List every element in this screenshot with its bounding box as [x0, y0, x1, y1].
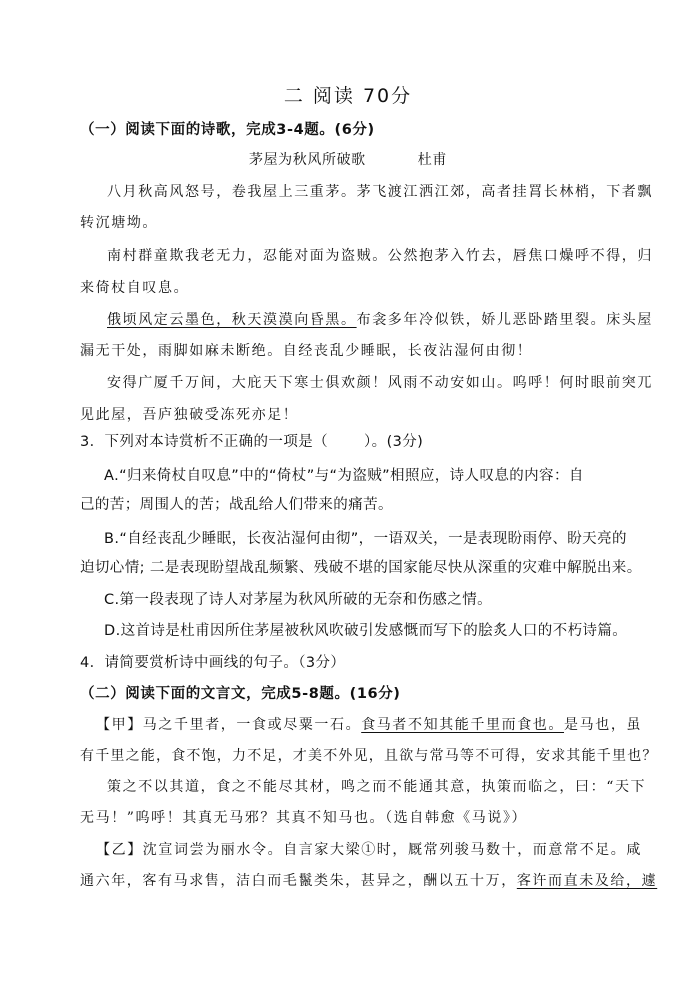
- question-4: 4．请简要赏析诗中画线的句子。（3分）: [80, 655, 346, 671]
- option-b-line1: B.“自经丧乱少睡眠，长夜沾湿何由彻”，一语双关，一是表现盼雨停、盼天亮的: [104, 531, 627, 547]
- underlined-yi-sentence: 客许而直未及给，遽: [516, 873, 658, 889]
- poem-para1-line2: 转沉塘坳。: [80, 215, 158, 231]
- option-b-line2: 迫切心情; 二是表现盼望战乱频繁、残破不堪的国家能尽快从深重的灾难中解脱出来。: [80, 560, 642, 576]
- underlined-poem-sentence: 俄顷风定云墨色，秋天漠漠向昏黑。: [107, 312, 357, 328]
- section-heading-poetry: （一）阅读下面的诗歌，完成3-4题。(6分): [80, 122, 375, 138]
- text-jia-line4: 无马！”呜呼！其真无马邪？其真不知马也。（选自韩愈《马说》）: [80, 810, 528, 826]
- poem-author: 杜甫: [417, 152, 447, 168]
- poem-para2-line2: 来倚杖自叹息。: [80, 280, 190, 296]
- text-yi-line2: [80, 871, 657, 891]
- text-jia-line1: [96, 715, 642, 735]
- underlined-jia-sentence: 食马者不知其能千里而食也。: [361, 717, 565, 733]
- option-a-line1: A.“归来倚杖自叹息”中的“倚杖”与“为盗贼”相照应，诗人叹息的内容：自: [104, 468, 584, 484]
- text-jia-line3: 策之不以其道，食之不能尽其材，鸣之而不能通其意，执策而临之，曰：“天下: [107, 779, 647, 795]
- poem-para3-line1: [107, 310, 653, 330]
- poem-para2-line1: 南村群童欺我老无力，忍能对面为盗贼。公然抱茅入竹去，唇焦口燥呼不得，归: [107, 248, 653, 264]
- page-title: 二 阅读 70分: [283, 85, 413, 107]
- option-a-line2: 己的苦；周围人的苦；战乱给人们带来的痛苦。: [80, 497, 393, 513]
- question-3: [80, 432, 423, 452]
- poem-para1-line1: 八月秋高风怒号，卷我屋上三重茅。茅飞渡江洒江郊，高者挂罥长林梢，下者飘: [107, 184, 653, 200]
- option-c: C.第一段表现了诗人对茅屋为秋风所破的无奈和伤感之情。: [104, 592, 493, 608]
- poem-para4-line2: 见此屋，吾庐独破受冻死亦足！: [80, 407, 299, 423]
- poem-title: 茅屋为秋风所破歌: [248, 152, 366, 168]
- text-jia-line2: 有千里之能，食不饱，力不足，才美不外见，且欲与常马等不可得，安求其能千里也？: [80, 748, 658, 764]
- text-jia-line1-b: 是马也，虽: [564, 717, 643, 733]
- question-3-score: ）。(3分): [364, 434, 424, 450]
- section-heading-classical: （二）阅读下面的文言文，完成5-8题。(16分): [80, 686, 401, 702]
- option-d: D.这首诗是杜甫因所住茅屋被秋风吹破引发感慨而写下的脍炙人口的不朽诗篇。: [104, 623, 628, 639]
- text-yi-line1: 【乙】沈宣词尝为丽水令。自言家大梁①时，厩常列骏马数十，而意常不足。咸: [96, 842, 642, 858]
- question-3-stem: 3．下列对本诗赏析不正确的一项是（: [80, 434, 329, 450]
- text-jia-line1-a: 【甲】马之千里者，一食或尽粟一石。: [96, 717, 362, 733]
- poem-title-line: [0, 150, 696, 170]
- poem-para3-line1-rest: 布衾多年冷似铁，娇儿恶卧踏里裂。床头屋: [356, 312, 654, 328]
- poem-para4-line1: 安得广厦千万间，大庇天下寒士俱欢颜！风雨不动安如山。呜呼！何时眼前突兀: [107, 375, 653, 391]
- poem-para3-line2: 漏无干处，雨脚如麻未断绝。自经丧乱少睡眠，长夜沾湿何由彻！: [80, 343, 533, 359]
- text-yi-line2-a: 通六年，客有马求售，洁白而毛鬣类朱，甚异之，酬以五十万，: [80, 873, 517, 889]
